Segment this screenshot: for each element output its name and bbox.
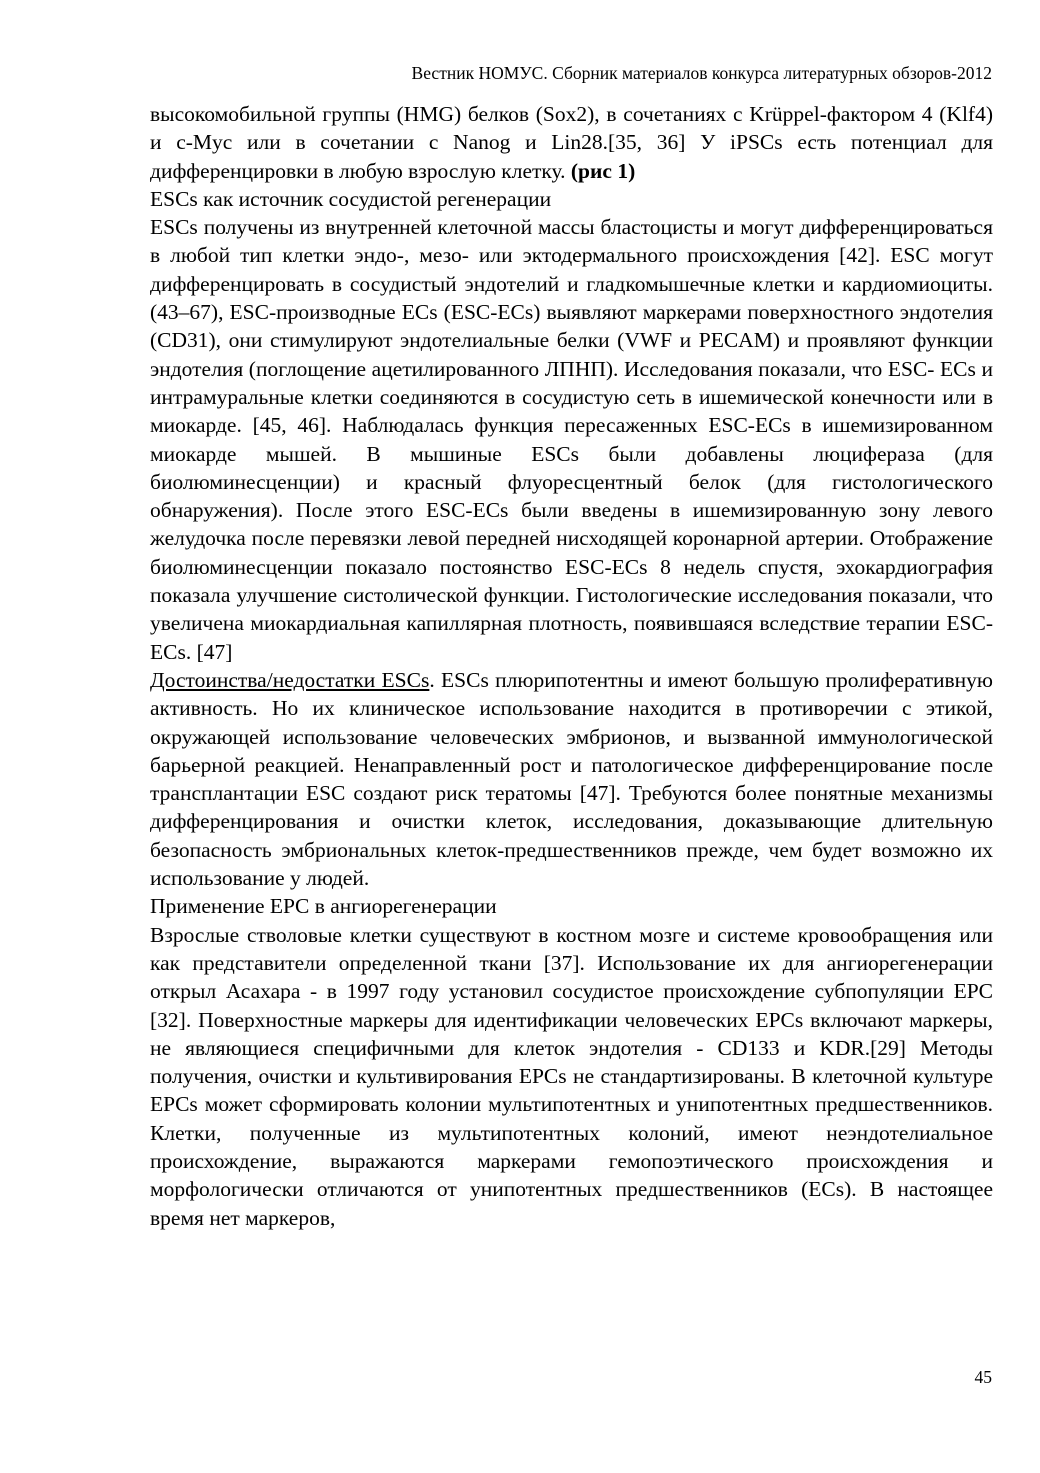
figure-reference: (рис 1) xyxy=(570,158,636,183)
paragraph-epc: Взрослые стволовые клетки существуют в костном мозге и системе кровообращения или как представители определенной ткани [37]. Использование их для ангиорегенерации открыл Асахара - в 1997 году установил сосудистое происхождение субпопуляции EPC [32]. Поверхностные маркеры для идентификации человеческих EPCs включают маркеры, не являющиеся специфичными для клеток эндотелия - CD133 и KDR.[29] Методы получения, очистки и культивирования EPCs не стандартизированы. В клеточной культуре EPCs может сформировать колонии мультипотентных и унипотентных предшественников. Клетки, полученные из мультипотентных колоний, имеют неэндотелиальное происхождение, выражаются маркерами гемопоэтического происхождения и морфологически отличаются от унипотентных предшественников (ECs). В настоящее время нет маркеров, xyxy=(150,922,993,1230)
main-text xyxy=(150,100,993,1232)
pros-cons-lead: Достоинства/недостатки ESCs xyxy=(150,667,430,692)
page-number: 45 xyxy=(974,1367,992,1387)
paragraph-esc: ESCs получены из внутренней клеточной массы бластоцисты и могут дифференцироваться в любой тип клетки эндо-, мезо- или эктодермального происхождения [42]. ESC могут дифференцировать в сосудистый эндотелий и гладкомышечные клетки и кардиомиоциты.(43–67), ESC-производные ECs (ESC-ECs) выявляют маркерами поверхностного эндотелия (CD31), они стимулируют эндотелиальные белки (VWF и PECAM) и проявляют функции эндотелия (поглощение ацетилированного ЛПНП). Исследования показали, что ESC- ECs и интрамуральные клетки соединяются в сосудистую сеть в ишемической конечности или в миокарде. [45, 46]. Наблюдалась функция пересаженных ESC-ECs в ишемизированном миокарде мышей. В мышиные ESCs были добавлены люцифераза (для биолюминесценции) и красный флуоресцентный белок (для гистологического обнаружения). После этого ESC-ECs были введены в ишемизированную зону левого желудочка после перевязки левой передней нисходящей коронарной артерии. Отображение биолюминесценции показало постоянство ESC-ECs 8 недель спустя, эхокардиография показала улучшение систолической функции. Гистологические исследования показали, что увеличена миокардиальная капиллярная плотность, появившаяся вследствие терапии ESC-ECs. [47] xyxy=(150,215,993,664)
paragraph-ipsc-text: высокомобильной группы (HMG) белков (Sox2), в сочетаниях с Krüppel-фактором 4 (Klf4) и c-Myc или в сочетании с Nanog и Lin28.[35, 36] У iPSCs есть потенциал для дифференцировки в любую взрослую клетку. xyxy=(150,102,993,183)
paragraph-ipsc xyxy=(150,100,993,185)
section-heading-epc: Применение EPC в ангиорегенерации xyxy=(150,894,497,919)
pros-cons-text: . ESCs плюрипотентны и имеют большую пролиферативную активность. Но их клиническое использование находится в противоречии с этикой, окружающей использование человеческих эмбрионов, и вызванной иммунологической барьерной реакцией. Ненаправленный рост и патологическое дифференцирование после трансплантации ESC создают риск тератомы [47]. Требуются более понятные механизмы дифференцирования и очистки клеток, исследования, доказывающие длительную безопасность эмбриональных клеток-предшественников прежде, чем будет возможно их использование у людей. xyxy=(150,667,993,891)
section-heading-esc: ESCs как источник сосудистой регенерации xyxy=(150,186,552,211)
running-header: Вестник НОМУС. Сборник материалов конкурса литературных обзоров-2012 xyxy=(411,63,992,83)
paragraph-esc-pros-cons xyxy=(150,666,993,892)
